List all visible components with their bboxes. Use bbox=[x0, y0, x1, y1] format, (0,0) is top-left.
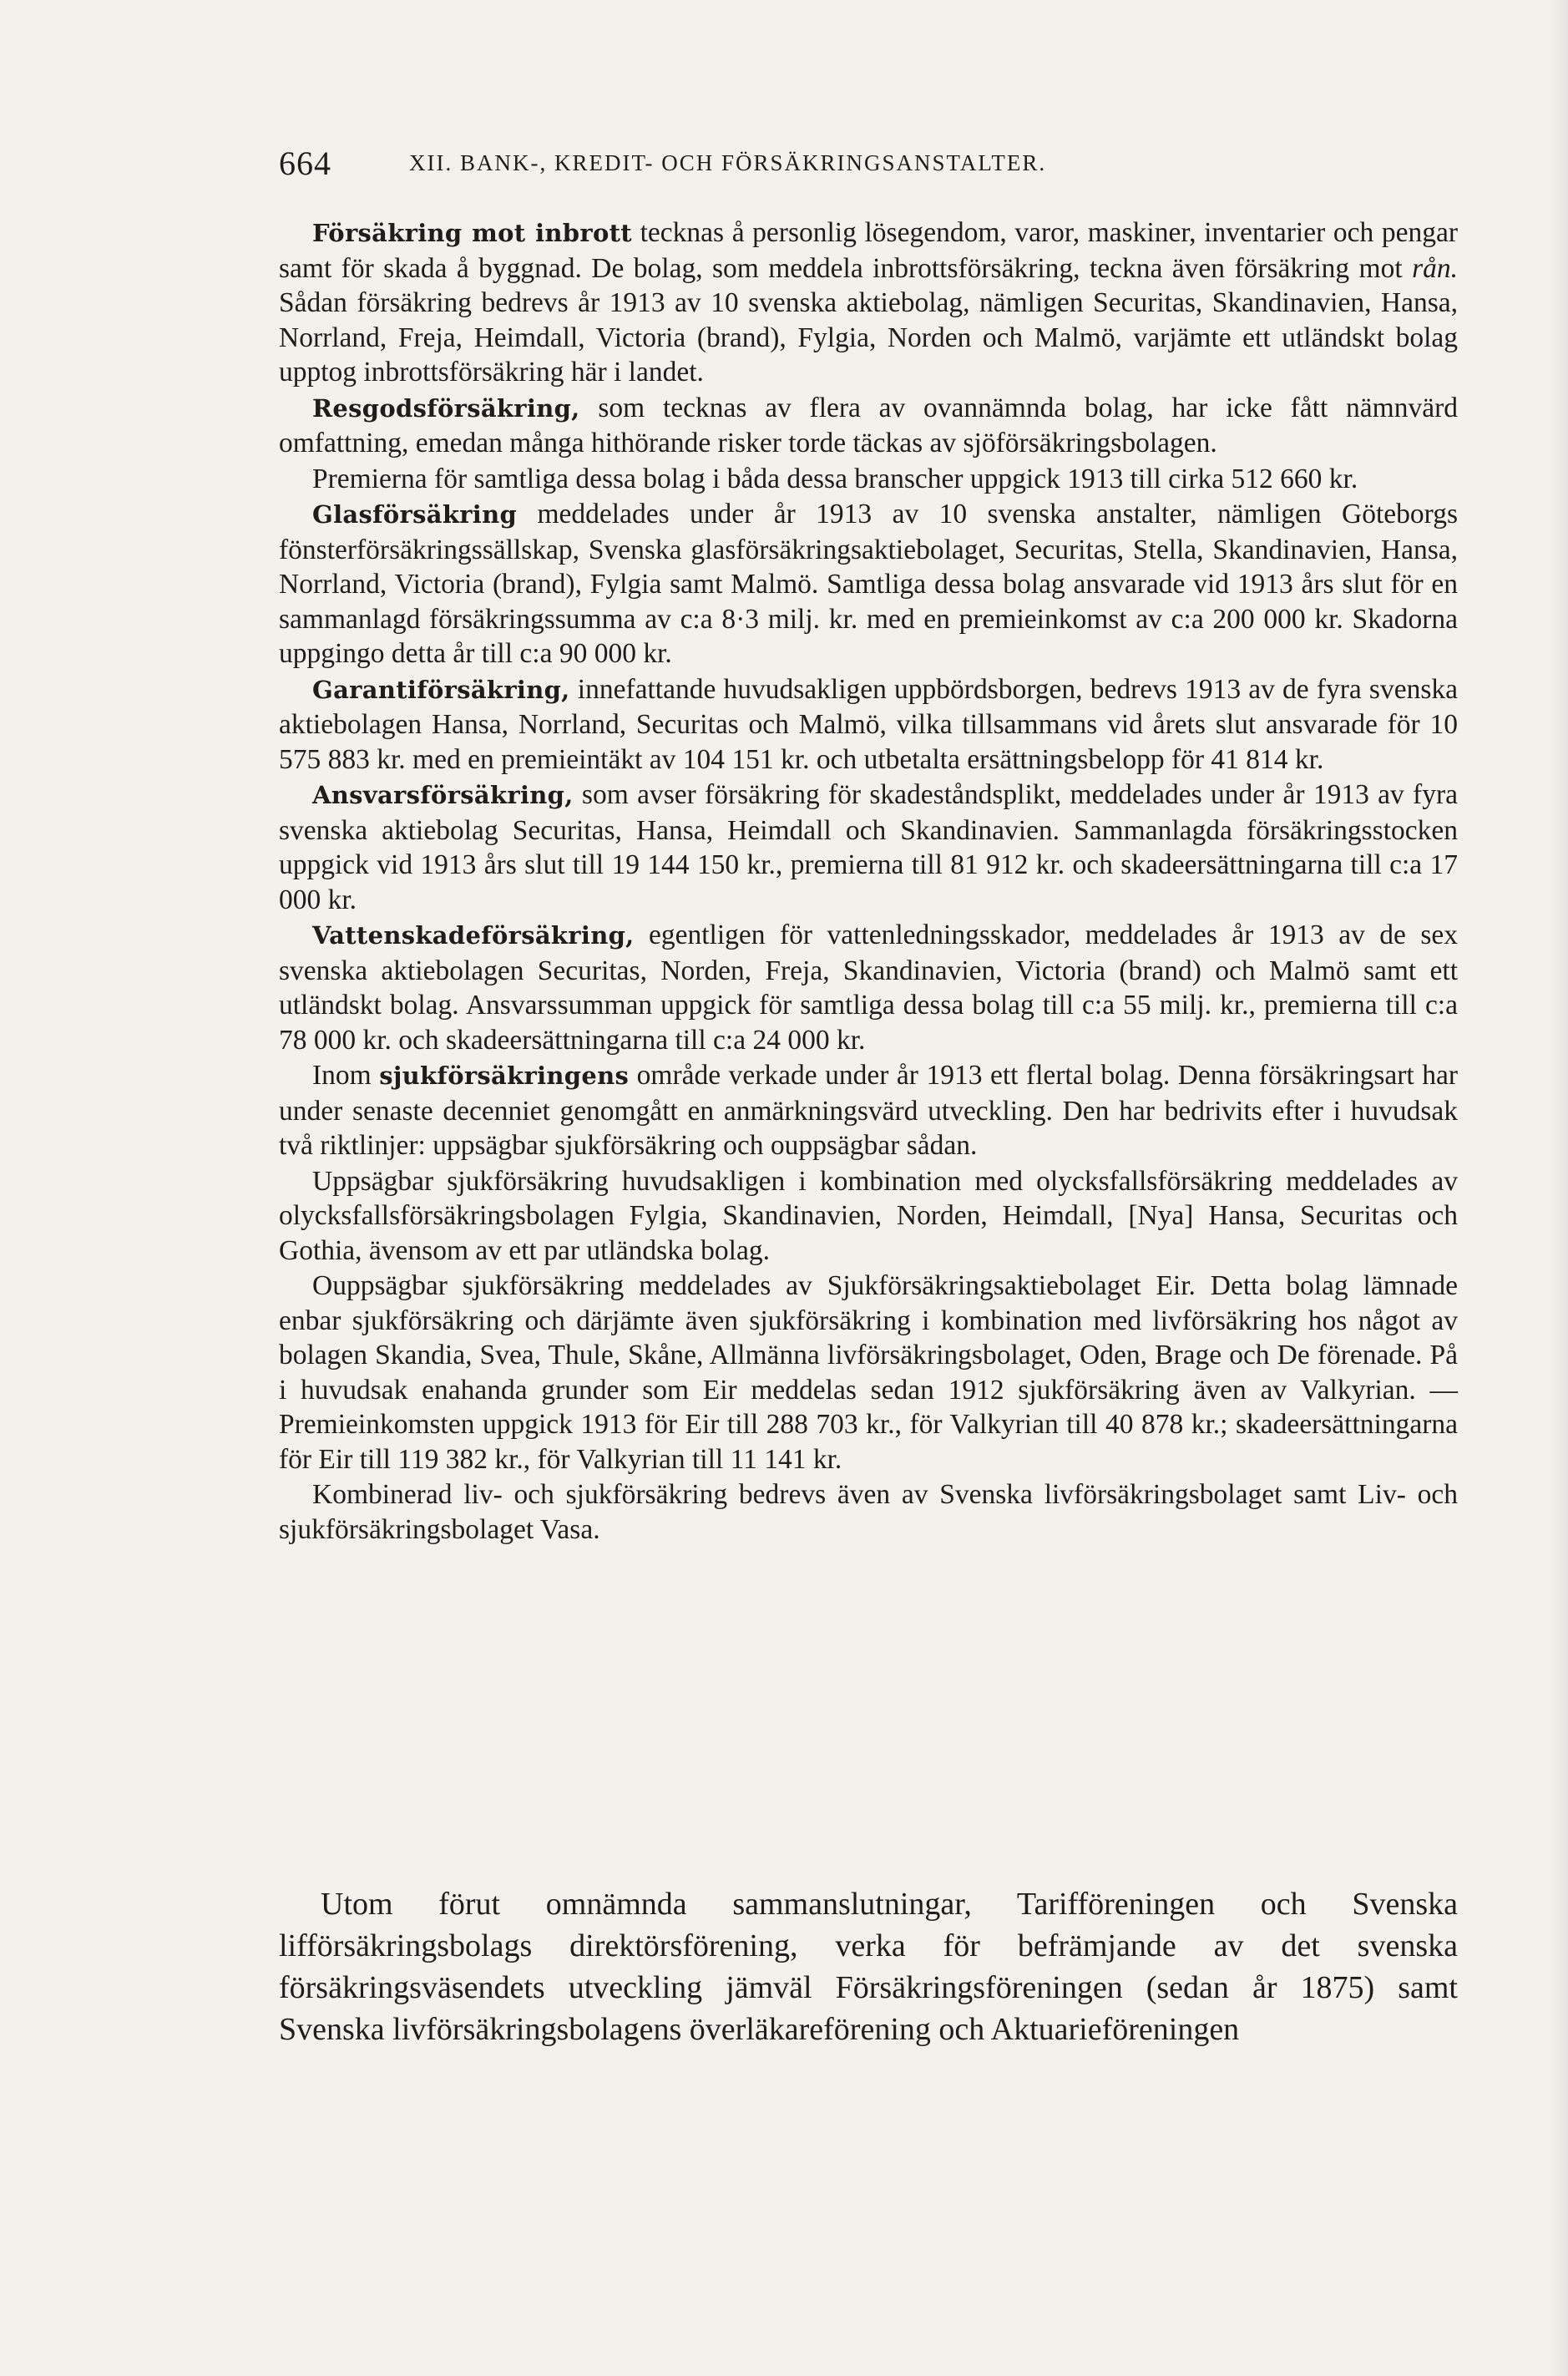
paragraph-vattenskada bbox=[279, 918, 1458, 1057]
paragraph-text: Uppsägbar sjukförsäkring huvudsakligen i kombination med olycksfallsförsäkring meddelades av olycksfallsförsäkringsbolagen Fylgia, Skandinavien, Norden, Heimdall, [Nya] Hansa, Securitas och Gothia, ävensom av ett par utländska bolag. bbox=[279, 1165, 1458, 1266]
paragraph-glas bbox=[279, 497, 1458, 671]
paragraph-text: Kombinerad liv- och sjukförsäkring bedrevs även av Svenska livförsäkringsbolaget samt Liv- och sjukförsäkringsbolaget Vasa. bbox=[279, 1479, 1458, 1545]
paragraph-uppsagbar bbox=[279, 1164, 1458, 1269]
paragraph-text: meddelades under år 1913 av 10 svenska anstalter, nämligen Göteborgs fönsterförsäkringssällskap, Svenska glasförsäkringsaktiebolaget, Securitas, Stella, Skandinavien, Hansa, Norrland, Victoria (brand), Fylgia samt Malmö. Samtliga dessa bolag ansvarade vid 1913 års slut för en sammanlagd försäkringssumma av c:a 8·3 milj. kr. med en premieinkomst av c:a 200 000 kr. Skadorna uppgingo detta år till c:a 90 000 kr. bbox=[279, 499, 1458, 669]
keyword: sjukförsäkringens bbox=[379, 1061, 630, 1090]
paragraph-resgods bbox=[279, 391, 1458, 461]
paragraph-text: område verkade under år 1913 ett flertal bolag. Denna försäkringsart har under senaste decenniet genomgått en anmärkningsvärd utveckling. Den har bedrivits efter i huvudsak två riktlinjer: uppsägbar sjukförsäkring och ouppsägbar sådan. bbox=[279, 1060, 1458, 1161]
paragraph-sjuk bbox=[279, 1058, 1458, 1163]
emphasis: rån. bbox=[1412, 252, 1458, 284]
paragraph-kombinerad bbox=[279, 1477, 1458, 1547]
paragraph-text: Ouppsägbar sjukförsäkring meddelades av Sjukförsäkringsaktiebolaget Eir. Detta bolag lämnade enbar sjukförsäkring och därjämte även sjukförsäkring i kombination med livförsäkring hos något av bolagen Skandia, Svea, Thule, Skåne, Allmänna livförsäkringsbolaget, Oden, Brage och De förenade. På i huvudsak enahanda grunder som Eir meddelas sedan 1912 sjukförsäkring även av Valkyrian. — Premieinkomsten uppgick 1913 för Eir till 288 703 kr., för Valkyrian till 40 878 kr.; skadeersättningarna för Eir till 119 382 kr., för Valkyrian till 11 141 kr. bbox=[279, 1270, 1458, 1475]
keyword: Glasförsäkring bbox=[312, 500, 518, 529]
paragraph-text: egentligen för vattenledningsskador, meddelades år 1913 av de sex svenska aktiebolagen Securitas, Norden, Freja, Skandinavien, Victoria (brand) och Malmö samt ett utländskt bolag. Ansvarssumman uppgick för samtliga dessa bolag till c:a 55 milj. kr., premierna till c:a 78 000 kr. och skadeersättningarna till c:a 24 000 kr. bbox=[279, 919, 1458, 1056]
paragraph-text: Sådan försäkring bedrevs år 1913 av 10 svenska aktiebolag, nämligen Securitas, Skandinavien, Hansa, Norrland, Freja, Heimdall, Victoria (brand), Fylgia, Norden och Malmö, varjämte ett utländskt bolag upptog inbrottsförsäkring här i landet. bbox=[279, 287, 1458, 388]
closing-section bbox=[279, 1883, 1458, 2050]
paragraph-text: Premierna för samtliga dessa bolag i båda dessa branscher uppgick 1913 till cirka 512 660 kr. bbox=[312, 463, 1358, 494]
keyword: Garantiförsäkring, bbox=[312, 675, 570, 704]
paragraph-premier bbox=[279, 462, 1458, 497]
keyword: Resgodsförsäkring, bbox=[312, 393, 580, 423]
paragraph-text: innefattande huvudsakligen uppbördsborgen, bedrevs 1913 av de fyra svenska aktiebolagen Hansa, Norrland, Securitas och Malmö, vilka tillsammans vid årets slut ansvarade för 10 575 883 kr. med en premieintäkt av 104 151 kr. och utbetalta ersättningsbelopp för 41 814 kr. bbox=[279, 673, 1458, 775]
keyword: Vattenskadeförsäkring, bbox=[312, 921, 635, 950]
keyword: Försäkring mot inbrott bbox=[312, 219, 632, 247]
paragraph-text: tecknas å personlig lösegendom, varor, maskiner, inventarier och pengar samt för skada å byggnad. De bolag, som meddela inbrottsförsäkring, teckna även försäkring mot bbox=[279, 217, 1459, 284]
paragraph-garanti bbox=[279, 672, 1458, 778]
running-head: XII. BANK-, KREDIT- OCH FÖRSÄKRINGSANSTALTER. bbox=[409, 150, 1047, 175]
paragraph-text: som avser försäkring för skadeståndsplikt, meddelades under år 1913 av fyra svenska aktiebolag Securitas, Hansa, Heimdall och Skandinavien. Sammanlagda försäkringsstocken uppgick vid 1913 års slut till 19 144 150 kr., premierna till 81 912 kr. och skadeersättningarna till c:a 17 000 kr. bbox=[279, 779, 1458, 915]
closing-paragraph: Utom förut omnämnda sammanslutningar, Tarifföreningen och Svenska lifförsäkringsbolags direktörsförening, verka för befrämjande av det svenska försäkringsväsendets utveckling jämväl Försäkringsföreningen (sedan år 1875) samt Svenska livförsäkringsbolagens överläkareförening och Aktuarieföreningen bbox=[279, 1887, 1458, 2047]
paragraph-text: som tecknas av flera av ovannämnda bolag, har icke fått nämnvärd omfattning, emedan många hithörande risker torde täckas av sjöförsäkringsbolagen. bbox=[279, 392, 1458, 458]
paragraph-ouppsagbar bbox=[279, 1269, 1458, 1477]
keyword: Ansvarsförsäkring, bbox=[312, 781, 574, 809]
paragraph-inbrott bbox=[279, 215, 1458, 390]
page-header bbox=[279, 144, 1464, 185]
paragraph-ansvar bbox=[279, 778, 1458, 917]
keyword-prefix: Inom bbox=[312, 1060, 380, 1091]
page-number: 664 bbox=[279, 144, 331, 182]
body-text bbox=[279, 215, 1458, 1547]
page-edge-shadow bbox=[1550, 0, 1568, 2376]
